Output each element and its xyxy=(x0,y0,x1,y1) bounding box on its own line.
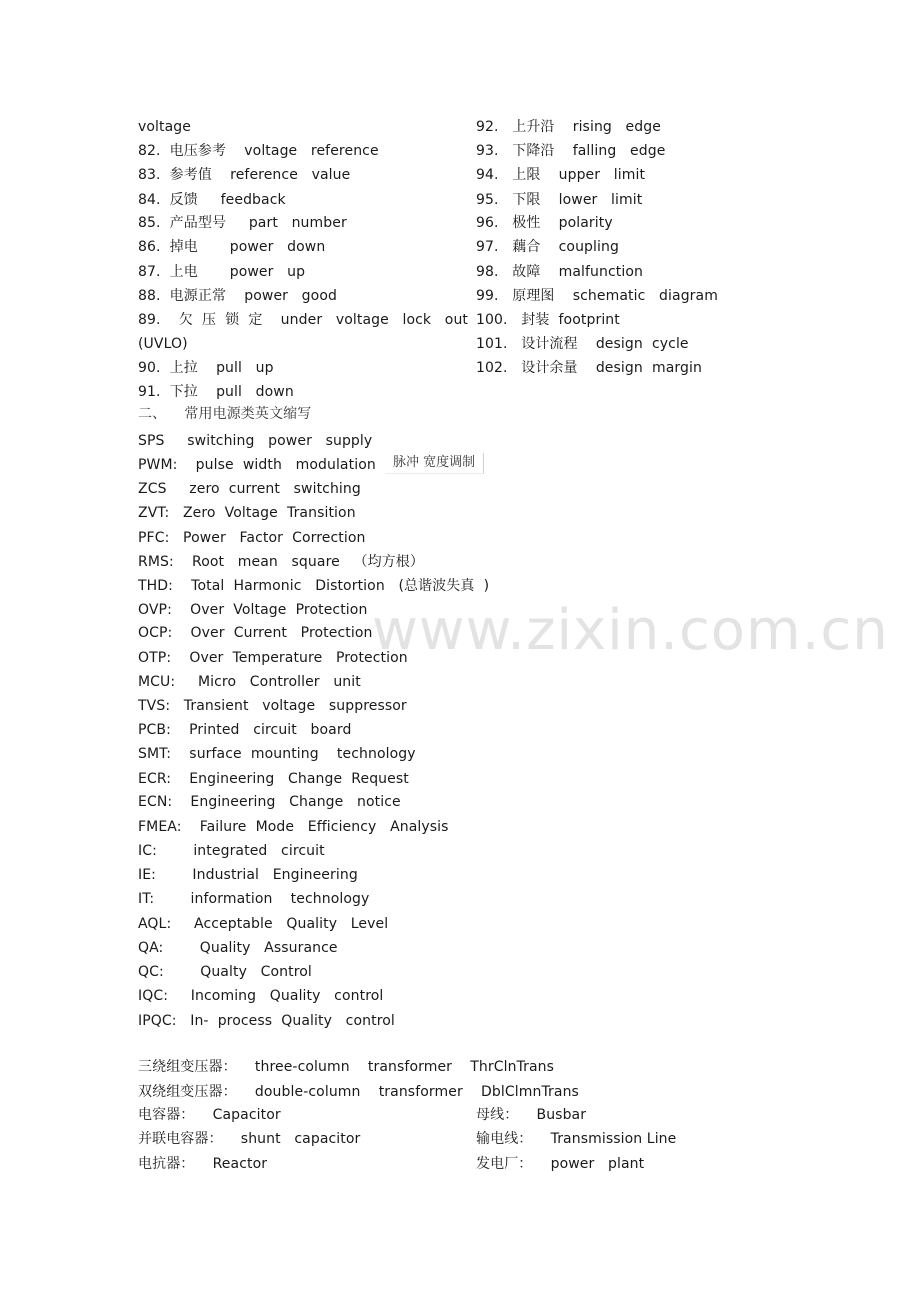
glossary-line: 92. 上升沿 rising edge xyxy=(476,119,661,135)
abbreviation-line: FMEA: Failure Mode Efficiency Analysis xyxy=(138,819,449,835)
glossary-line: 100. 封装 footprint xyxy=(476,312,620,328)
abbreviation-line: ZCS zero current switching xyxy=(138,481,361,497)
abbreviation-line: AQL: Acceptable Quality Level xyxy=(138,916,389,932)
abbreviation-line: QC: Qualty Control xyxy=(138,964,312,980)
abbreviation-line: SPS switching power supply xyxy=(138,433,373,449)
term-line: 母线： Busbar xyxy=(476,1107,587,1123)
abbreviation-line: IT: information technology xyxy=(138,891,370,907)
glossary-line: 90. 上拉 pull up xyxy=(138,360,274,376)
glossary-line: 84. 反馈 feedback xyxy=(138,192,286,208)
term-line: 发电厂： power plant xyxy=(476,1156,645,1172)
term-line: 电容器： Capacitor xyxy=(138,1107,281,1123)
glossary-line: 87. 上电 power up xyxy=(138,264,306,280)
glossary-line: voltage xyxy=(138,119,192,135)
section-heading: 二、 常用电源类英文缩写 xyxy=(138,406,312,422)
abbreviation-line: PFC: Power Factor Correction xyxy=(138,530,366,546)
glossary-line: 94. 上限 upper limit xyxy=(476,167,646,183)
abbreviation-line: RMS: Root mean square （均方根） xyxy=(138,554,424,570)
pwm-note: 脉冲 宽度调制 xyxy=(385,453,484,474)
abbreviation-line: ZVT: Zero Voltage Transition xyxy=(138,505,356,521)
glossary-line: 98. 故障 malfunction xyxy=(476,264,644,280)
glossary-line: 97. 藕合 coupling xyxy=(476,239,619,255)
term-line: 输电线： Transmission Line xyxy=(476,1131,677,1147)
term-line: 并联电容器： shunt capacitor xyxy=(138,1131,361,1147)
glossary-line: 83. 参考值 reference value xyxy=(138,167,351,183)
glossary-line: 86. 掉电 power down xyxy=(138,239,326,255)
abbreviation-line: SMT: surface mounting technology xyxy=(138,746,416,762)
glossary-line: 96. 极性 polarity xyxy=(476,215,613,231)
glossary-line: 93. 下降沿 falling edge xyxy=(476,143,666,159)
glossary-line: 85. 产品型号 part number xyxy=(138,215,347,231)
glossary-line: 101. 设计流程 design cycle xyxy=(476,336,689,352)
abbreviation-line: OCP: Over Current Protection xyxy=(138,625,373,641)
glossary-line: 99. 原理图 schematic diagram xyxy=(476,288,718,304)
glossary-line: 95. 下限 lower limit xyxy=(476,192,643,208)
abbreviation-line: IC: integrated circuit xyxy=(138,843,325,859)
glossary-line: (UVLO) xyxy=(138,336,188,352)
glossary-line: 82. 电压参考 voltage reference xyxy=(138,143,379,159)
abbreviation-line: PWM: pulse width modulation xyxy=(138,457,376,473)
abbreviation-line: THD: Total Harmonic Distortion (总谐波失真 ) xyxy=(138,578,490,594)
glossary-line: 89. 欠 压 锁 定 under voltage lock out xyxy=(138,312,469,328)
abbreviation-line: TVS: Transient voltage suppressor xyxy=(138,698,407,714)
abbreviation-line: PCB: Printed circuit board xyxy=(138,722,352,738)
term-line: 电抗器： Reactor xyxy=(138,1156,268,1172)
abbreviation-line: IPQC: In- process Quality control xyxy=(138,1013,395,1029)
watermark: www.zixin.com.cn xyxy=(372,598,889,663)
glossary-line: 88. 电源正常 power good xyxy=(138,288,337,304)
glossary-line: 102. 设计余量 design margin xyxy=(476,360,702,376)
abbreviation-line: MCU: Micro Controller unit xyxy=(138,674,361,690)
abbreviation-line: IE: Industrial Engineering xyxy=(138,867,358,883)
abbreviation-line: OVP: Over Voltage Protection xyxy=(138,602,368,618)
abbreviation-line: QA: Quality Assurance xyxy=(138,940,338,956)
term-line: 双绕组变压器： double-column transformer DblClmnTrans xyxy=(138,1084,579,1100)
glossary-line: 91. 下拉 pull down xyxy=(138,384,294,400)
abbreviation-line: OTP: Over Temperature Protection xyxy=(138,650,408,666)
term-line: 三绕组变压器： three-column transformer ThrClnTrans xyxy=(138,1059,555,1075)
abbreviation-line: ECN: Engineering Change notice xyxy=(138,794,401,810)
abbreviation-line: ECR: Engineering Change Request xyxy=(138,771,409,787)
abbreviation-line: IQC: Incoming Quality control xyxy=(138,988,384,1004)
